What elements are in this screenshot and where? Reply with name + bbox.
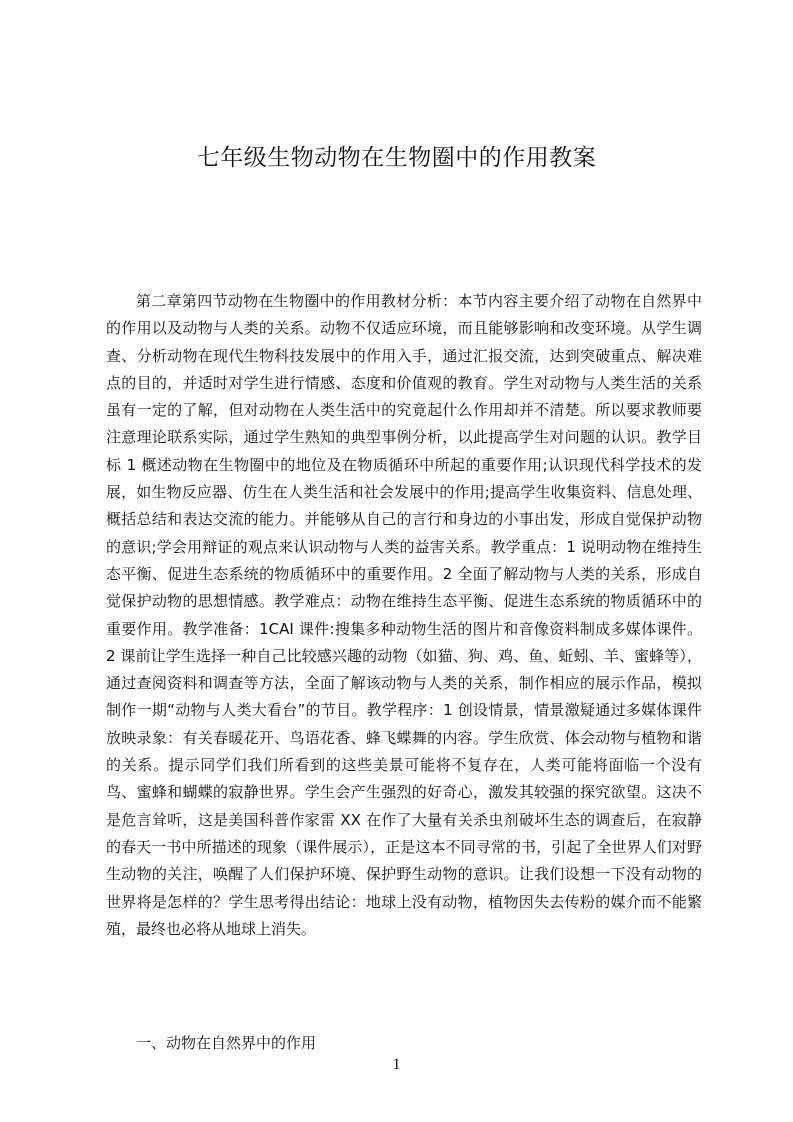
body-paragraph: 第二章第四节动物在生物圈中的作用教材分析：本节内容主要介绍了动物在自然界中的作用以及动物与人类的关系。动物不仅适应环境，而且能够影响和改变环境。从学生调查、分析动物在现代生物科技发展中的作用入手，通过汇报交流，达到突破重点、解决难点的目的，并适时对学生进行情感、态度和价值观的教育。学生对动物与人类生活的关系虽有一定的了解，但对动物在人类生活中的究竟起什么作用却并不清楚。所以要求教师要注意理论联系实际，通过学生熟知的典型事例分析，以此提高学生对问题的认识。教学目标 1 概述动物在生物圈中的地位及在物质循环中所起的重要作用;认识现代科学技术的发展，如生物反应器、仿生在人类生活和社会发展中的作用;提高学生收集资料、信息处理、概括总结和表达交流的能力。并能够从自己的言行和身边的小事出发，形成自觉保护动物的意识;学会用辩证的观点来认识动物与人类的益害关系。教学重点：1 说明动物在维持生态平衡、促进生态系统的物质循环中的重要作用。2 全面了解动物与人类的关系，形成自觉保护动物的思想情感。教学难点：动物在维持生态平衡、促进生态系统的物质循环中的重要作用。教学准备：1CAI 课件:搜集多种动物生活的图片和音像资料制成多媒体课件。 2 课前让学生选择一种自己比较感兴趣的动物（如猫、狗、鸡、鱼、蚯蚓、羊、蜜蜂等），通过查阅资料和调查等方法，全面了解该动物与人类的关系，制作相应的展示作品，模拟制作一期“动物与人类大看台”的节目。教学程序：1 创设情景，情景激疑通过多媒体课件放映录象：有关春暖花开、鸟语花香、蜂飞蝶舞的内容。学生欣赏、体会动物与植物和谐的关系。提示同学们我们所看到的这些美景可能将不复存在，人类可能将面临一个没有鸟、蜜蜂和蝴蝶的寂静世界。学生会产生强烈的好奇心，激发其较强的探究欲望。这决不是危言耸听，这是美国科普作家雷 XX 在作了大量有关杀虫剂破坏生态的调查后，在寂静的春天一书中所描述的现象（课件展示），正是这本不同寻常的书，引起了全世界人们对野生动物的关注，唤醒了人们保护环境、保护野生动物的意识。让我们设想一下没有动物的世界将是怎样的？学生思考得出结论：地球上没有动物，植物因失去传粉的媒介而不能繁殖，最终也必将从地球上消失。 [106,292,702,938]
section-heading: 一、动物在自然界中的作用 [136,1034,317,1052]
page-number: 1 [392,1056,401,1073]
document-title: 七年级生物动物在生物圈中的作用教案 [196,145,597,171]
